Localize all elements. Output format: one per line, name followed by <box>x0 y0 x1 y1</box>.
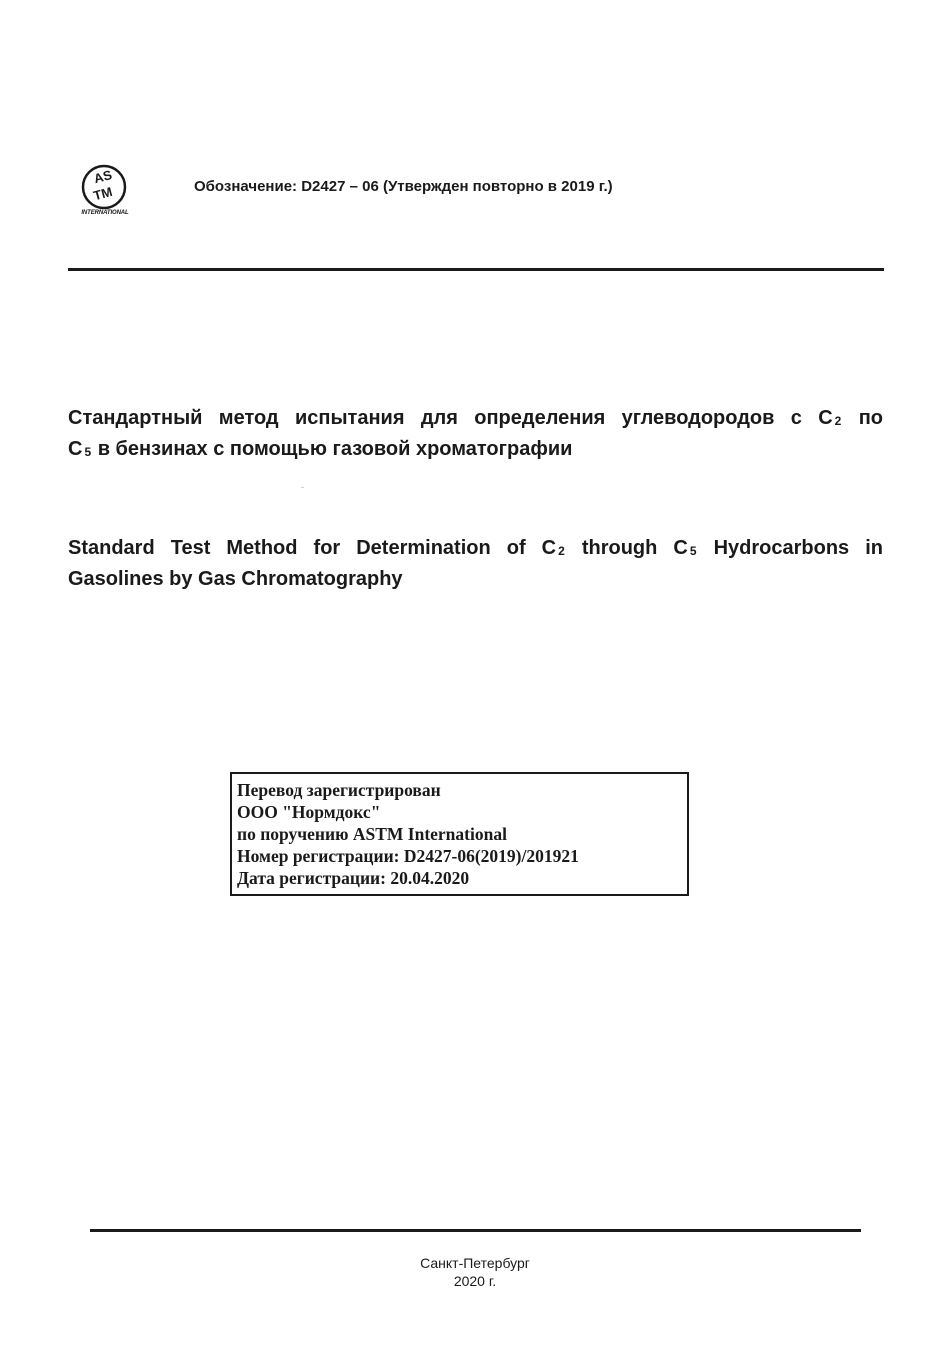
registration-date: Дата регистрации: 20.04.2020 <box>237 868 470 888</box>
scan-artifact <box>301 487 304 488</box>
document-designation: Обозначение: D2427 – 06 (Утвержден повторно в 2019 г.) <box>194 178 613 195</box>
footer-year: 2020 г. <box>453 1273 497 1289</box>
bottom-divider <box>90 1229 861 1232</box>
title-russian-line-1: Стандартный метод испытания для определения углеводородов с C $_2$ по <box>68 407 883 429</box>
svg-text:TM: TM <box>91 183 114 204</box>
title-russian <box>68 404 883 466</box>
title-english <box>68 534 883 593</box>
registration-line-3: по поручению ASTM International <box>237 824 507 844</box>
title-russian-line-2: C $_5$ в бензинах с помощью газовой хроматографии <box>68 438 573 460</box>
registration-line-1: Перевод зарегистрирован <box>237 780 441 800</box>
registration-number: Номер регистрации: D2427-06(2019)/201921 <box>237 846 579 866</box>
registration-stamp <box>230 772 689 896</box>
svg-text:AS: AS <box>92 167 114 187</box>
title-english-line-1: Standard Test Method for Determination of C $_2$ through C $_5$ Hydrocarbons in <box>68 537 883 559</box>
top-divider <box>68 268 884 271</box>
astm-logo-caption: INTERNATIONAL <box>81 210 129 216</box>
footer-city: Санкт-Петербург <box>420 1255 530 1271</box>
title-english-line-2: Gasolines by Gas Chromatography <box>68 568 403 590</box>
registration-line-2: ООО "Нормдокс" <box>237 802 381 822</box>
